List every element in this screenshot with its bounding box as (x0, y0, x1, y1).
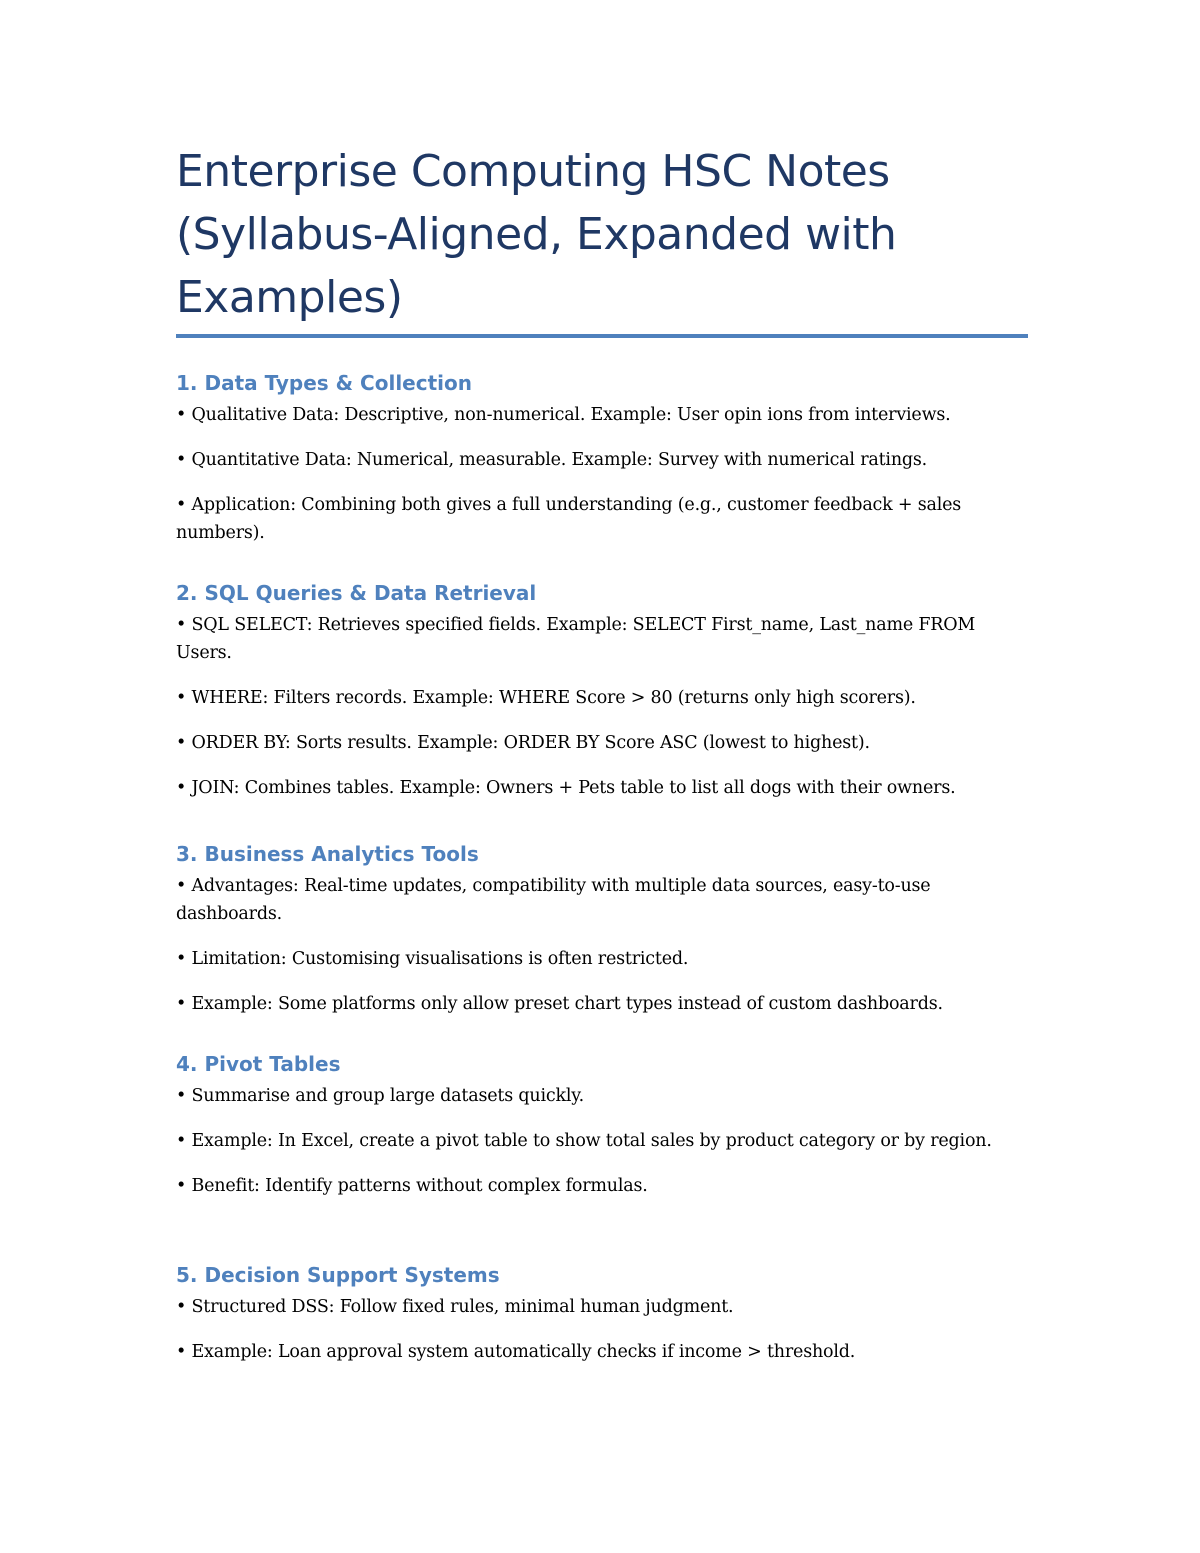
bullet-item: • Advantages: Real-time updates, compatibility with multiple data sources, easy-to-use dashboards. (176, 876, 931, 924)
bullet-item: • Example: Loan approval system automatically checks if income > threshold. (176, 1342, 856, 1362)
bullet-item: • Benefit: Identify patterns without complex formulas. (176, 1176, 648, 1196)
bullet-item: • Application: Combining both gives a full understanding (e.g., customer feedback + sales numbers). (176, 495, 962, 543)
title-line-2: (Syllabus-Aligned, Expanded with (176, 209, 897, 260)
section-heading: 2. SQL Queries & Data Retrieval (176, 581, 537, 605)
bullet-item: • Structured DSS: Follow fixed rules, minimal human judgment. (176, 1297, 734, 1317)
section-data-types (176, 369, 1028, 547)
title-underline-rule (176, 334, 1028, 338)
bullet-item: • WHERE: Filters records. Example: WHERE Score > 80 (returns only high scorers). (176, 688, 916, 708)
bullet-item: • SQL SELECT: Retrieves specified fields. Example: SELECT First_name, Last_name FROM Users. (176, 615, 976, 663)
section-heading: 5. Decision Support Systems (176, 1263, 500, 1287)
document-title (176, 140, 1028, 329)
bullet-item: • Limitation: Customising visualisations is often restricted. (176, 949, 689, 969)
bullet-item: • Summarise and group large datasets quickly. (176, 1086, 584, 1106)
section-heading: 3. Business Analytics Tools (176, 842, 479, 866)
section-heading: 1. Data Types & Collection (176, 371, 472, 395)
section-sql-queries (176, 579, 1028, 802)
title-line-1: Enterprise Computing HSC Notes (176, 146, 890, 197)
title-line-3: Examples) (176, 272, 403, 323)
bullet-item: • Example: Some platforms only allow preset chart types instead of custom dashboards. (176, 994, 943, 1014)
section-business-analytics (176, 840, 1028, 1018)
section-pivot-tables (176, 1050, 1028, 1200)
section-decision-support (176, 1261, 1028, 1366)
bullet-item: • ORDER BY: Sorts results. Example: ORDER BY Score ASC (lowest to highest). (176, 733, 870, 753)
bullet-item: • Quantitative Data: Numerical, measurable. Example: Survey with numerical ratings. (176, 450, 928, 470)
bullet-item: • Example: In Excel, create a pivot table to show total sales by product category or by region. (176, 1131, 992, 1151)
bullet-item: • JOIN: Combines tables. Example: Owners + Pets table to list all dogs with their owners. (176, 778, 956, 798)
section-heading: 4. Pivot Tables (176, 1052, 341, 1076)
bullet-item: • Qualitative Data: Descriptive, non-numerical. Example: User opin ions from interviews. (176, 405, 951, 425)
